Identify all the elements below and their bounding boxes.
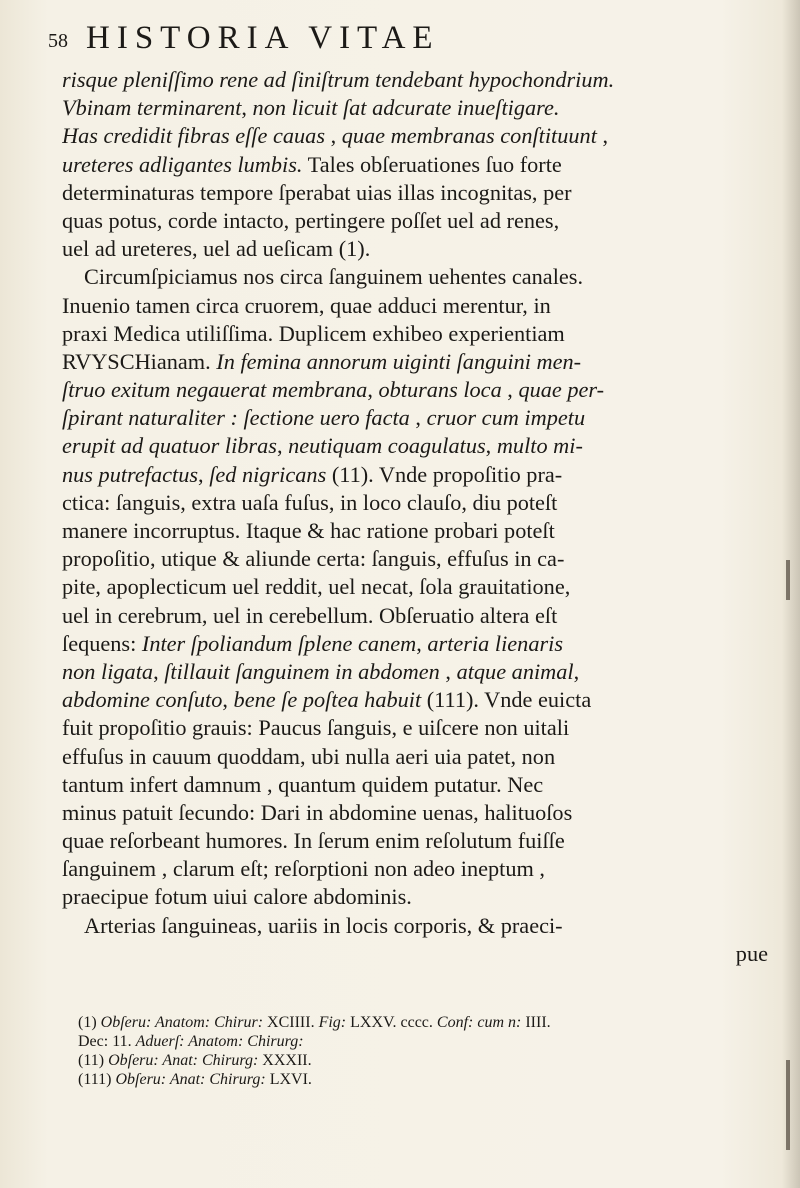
italic-text: cruor cum impetu: [426, 405, 586, 431]
text-run: (111): [78, 1071, 116, 1088]
text-run: ,: [416, 630, 428, 656]
text-run: (11): [78, 1052, 109, 1069]
margin-stain: [786, 560, 790, 600]
text-run: tantum infert damnum , quantum quidem putatur. Nec: [62, 771, 544, 797]
text-run: quas potus, corde intacto, pertingere poſſet uel ad renes,: [62, 207, 560, 233]
margin-stain: [786, 1060, 790, 1150]
text-run: ſequens:: [62, 630, 142, 656]
text-run: ,: [409, 405, 427, 431]
text-line: [62, 545, 768, 573]
italic-text: nus putrefactus: [62, 461, 199, 487]
text-run: ,: [153, 658, 165, 684]
text-run: uel ad ureteres, uel ad ueſicam (1).: [62, 236, 371, 262]
text-line: [62, 743, 768, 771]
text-run: (11). Vnde propoſitio pra-: [326, 461, 563, 487]
text-run: ,: [276, 433, 289, 459]
text-line: [62, 179, 768, 207]
italic-text: neutiquam coagulatus: [288, 433, 486, 459]
italic-text: abdomine conſuto: [62, 687, 223, 713]
text-run: praxi Medica utiliſſima. Duplicem exhibeo experientiam: [62, 320, 565, 346]
italic-text: ſtillauit ſanguinem in abdomen: [164, 658, 440, 684]
text-run: Dec: 11.: [78, 1033, 136, 1050]
text-line: [62, 320, 768, 348]
text-line: [62, 771, 768, 799]
text-line: [62, 292, 768, 320]
italic-text: quae per-: [518, 377, 605, 403]
text-line: [62, 630, 768, 658]
text-run: XCIIII.: [263, 1014, 319, 1031]
text-run: Tales obſeruationes ſuo forte: [302, 151, 562, 177]
text-run: ,: [325, 123, 342, 149]
text-run: ,: [485, 433, 497, 459]
text-line: [62, 912, 768, 940]
text-line: [62, 151, 768, 179]
footnotes: [78, 1013, 768, 1089]
text-line: [62, 855, 768, 883]
text-line: [62, 348, 768, 376]
text-run: ſanguinem , clarum eſt; reſorptioni non adeo ineptum ,: [62, 856, 545, 882]
italic-text: obturans loca: [378, 377, 502, 403]
italic-text: Obſeru: Anat: Chirurg:: [115, 1071, 266, 1088]
text-line: [62, 432, 768, 460]
text-line: [62, 686, 768, 714]
text-line: [62, 207, 768, 235]
text-line: [62, 602, 768, 630]
text-line: [62, 827, 768, 855]
text-run: Arterias ſanguineas, uariis in locis corporis, & praeci-: [84, 912, 563, 938]
footnote-line: [78, 1051, 768, 1070]
italic-text: non ligata: [62, 658, 154, 684]
text-run: ,: [241, 95, 253, 121]
text-run: uel in cerebrum, uel in cerebellum. Obſeruatio altera eſt: [62, 602, 558, 628]
italic-text: risque pleniſſimo rene ad ſiniſtrum tendebant hypochondrium.: [62, 67, 615, 92]
text-run: determinaturas tempore ſperabat uias illas incognitas, per: [62, 179, 572, 205]
italic-text: Aduerſ: Anatom: Chirurg:: [135, 1033, 304, 1050]
italic-text: atque animal: [456, 658, 574, 684]
main-text: [62, 66, 768, 968]
running-head: HISTORIA VITAE: [86, 20, 440, 56]
text-run: manere incorruptus. Itaque & hac ratione probari poteſt: [62, 518, 555, 543]
italic-text: Obſeru: Anatom: Chirur:: [100, 1014, 264, 1031]
text-line: [62, 714, 768, 742]
text-run: pite, apoplecticum uel reddit, uel necat, ſola grauitatione,: [62, 574, 571, 600]
text-line: [62, 799, 768, 827]
italic-text: Obſeru: Anat: Chirurg:: [108, 1052, 259, 1069]
text-run: pue: [735, 940, 768, 966]
footnote-line: [78, 1070, 768, 1089]
page-header: [48, 18, 768, 58]
text-line: [62, 517, 768, 545]
footnote-line: [78, 1013, 768, 1032]
text-line: [62, 461, 768, 489]
text-run: XXXII.: [258, 1052, 312, 1069]
text-run: Inuenio tamen circa cruorem, quae adduci merentur, in: [62, 292, 551, 318]
text-line: [62, 404, 768, 432]
italic-text: Conf: cum n:: [436, 1014, 522, 1031]
text-line: [62, 883, 768, 911]
text-line: [62, 122, 768, 150]
footnote-line: [78, 1032, 768, 1051]
italic-text: ſpirant naturaliter : ſectione uero facta: [62, 405, 410, 431]
italic-text: In femina annorum uiginti ſanguini men-: [216, 348, 582, 374]
italic-text: arteria lienaris: [427, 630, 564, 656]
italic-text: Inter ſpoliandum ſplene canem: [141, 630, 417, 656]
text-line: [62, 376, 768, 404]
text-line: [62, 235, 768, 263]
italic-text: ſtruo exitum negauerat membrana: [62, 377, 368, 403]
text-line: [62, 573, 768, 601]
italic-text: bene ſe poſtea habuit: [233, 687, 422, 713]
italic-text: Has credidit fibras eſſe cauas: [62, 123, 325, 149]
italic-text: ureteres adligantes lumbis.: [62, 151, 303, 177]
text-run: ,: [439, 658, 457, 684]
text-line: [62, 658, 768, 686]
text-run: (1): [78, 1014, 101, 1031]
text-run: RVYSCHianam.: [62, 348, 217, 374]
text-run: quae reſorbeant humores. In ſerum enim reſolutum fuiſſe: [62, 828, 565, 854]
text-run: ,: [501, 377, 519, 403]
italic-text: Fig:: [318, 1014, 347, 1031]
page-edge-shadow: [782, 0, 800, 1188]
italic-text: Vbinam terminarent: [62, 95, 242, 121]
text-run: ,: [367, 377, 379, 403]
text-run: minus patuit ſecundo: Dari in abdomine uenas, halituoſos: [62, 799, 573, 825]
italic-text: ſed nigricans: [209, 461, 327, 487]
text-line: [62, 66, 768, 94]
italic-text: multo mi-: [496, 433, 583, 459]
italic-text: erupit ad quatuor libras: [62, 433, 277, 459]
text-run: ,: [198, 461, 210, 487]
text-run: (111). Vnde euicta: [421, 687, 592, 713]
text-run: fuit propoſitio grauis: Paucus ſanguis, e uiſcere non uitali: [62, 715, 570, 741]
page-number: 58: [48, 30, 68, 52]
text-run: LXVI.: [265, 1071, 312, 1088]
text-run: ,: [596, 123, 609, 149]
text-run: ctica: ſanguis, extra uaſa fuſus, in loco clauſo, diu poteſt: [62, 489, 558, 515]
text-run: IIII.: [521, 1014, 551, 1031]
text-line: [62, 940, 768, 968]
text-run: Circumſpiciamus nos circa ſanguinem uehentes canales.: [84, 264, 584, 290]
text-run: ,: [222, 687, 234, 713]
text-line: [62, 94, 768, 122]
italic-text: non licuit ſat adcurate inueſtigare.: [252, 95, 560, 121]
text-run: LXXV. cccc.: [346, 1014, 437, 1031]
text-run: praecipue fotum uiui calore abdominis.: [62, 884, 412, 910]
text-run: ,: [573, 658, 580, 684]
text-run: propoſitio, utique & aliunde certa: ſanguis, effuſus in ca-: [62, 546, 565, 572]
italic-text: quae membranas conſtituunt: [341, 123, 597, 149]
text-run: effuſus in cauum quoddam, ubi nulla aeri uia patet, non: [62, 743, 556, 769]
text-line: [62, 263, 768, 291]
text-line: [62, 489, 768, 517]
